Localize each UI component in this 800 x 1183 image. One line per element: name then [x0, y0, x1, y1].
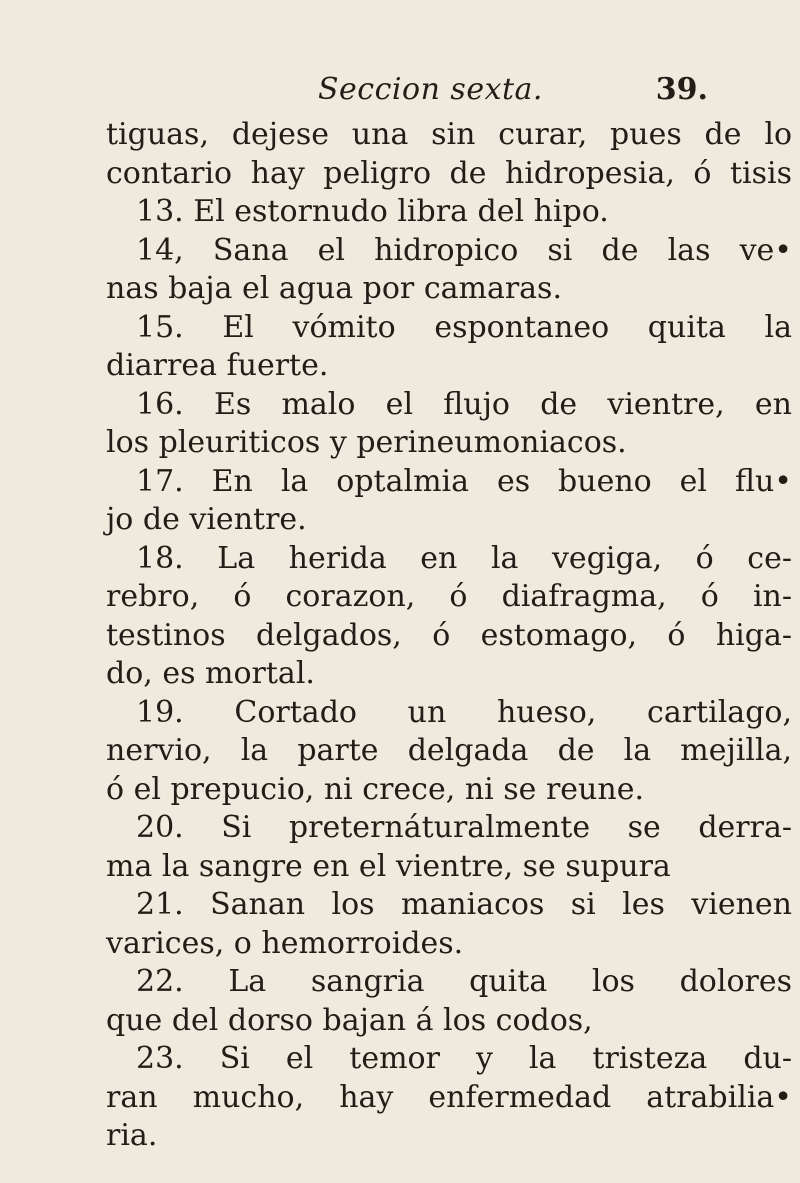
text-line: 22. La sangria quita los dolores [136, 964, 792, 999]
text-line: 21. Sanan los maniacos si les vienen [136, 887, 792, 922]
text-line: 16. Es malo el flujo de vientre, en [136, 386, 792, 422]
text-line: testinos delgados, ó estomago, ó higa- [106, 617, 792, 653]
section-title: Seccion sexta. [318, 72, 543, 107]
text-line: los pleuriticos y perineumoniacos. [106, 425, 627, 460]
text-line: 14, Sana el hidropico si de las ve• [136, 232, 792, 268]
text-line: 13. El estornudo libra del hipo. [136, 194, 609, 229]
text-line: diarrea fuerte. [106, 348, 329, 383]
text-line: jo de vientre. [106, 502, 307, 537]
text-line: do, es mortal. [106, 656, 315, 691]
text-line: nas baja el agua por camaras. [106, 271, 562, 306]
page-number: 39. [655, 72, 708, 107]
text-line: nervio, la parte delgada de la mejilla, [106, 733, 792, 768]
text-line: ran mucho, hay enfermedad atrabilia• [106, 1079, 792, 1115]
text-line: tiguas, dejese una sin curar, pues de lo [106, 117, 792, 152]
text-line: 17. En la optalmia es bueno el flu• [136, 463, 792, 499]
text-line: 23. Si el temor y la tristeza du- [136, 1041, 792, 1076]
body-text [106, 116, 792, 1156]
text-line: 20. Si preternáturalmente se derra- [136, 810, 792, 845]
text-line: varices, o hemorroides. [106, 925, 464, 961]
text-line: ria. [106, 1118, 158, 1153]
text-line: contario hay peligro de hidropesia, ó tisis [106, 155, 792, 191]
text-line: ma la sangre en el vientre, se supura [106, 848, 671, 884]
text-line: 18. La herida en la vegiga, ó ce- [136, 540, 792, 576]
text-line: rebro, ó corazon, ó diafragma, ó in- [106, 579, 792, 614]
text-line: ó el prepucio, ni crece, ni se reune. [106, 771, 644, 807]
text-line: 19. Cortado un hueso, cartilago, [136, 694, 792, 730]
text-line: 15. El vómito espontaneo quita la [136, 309, 792, 345]
running-header [0, 72, 800, 112]
text-line: que del dorso bajan á los codos, [106, 1002, 593, 1038]
